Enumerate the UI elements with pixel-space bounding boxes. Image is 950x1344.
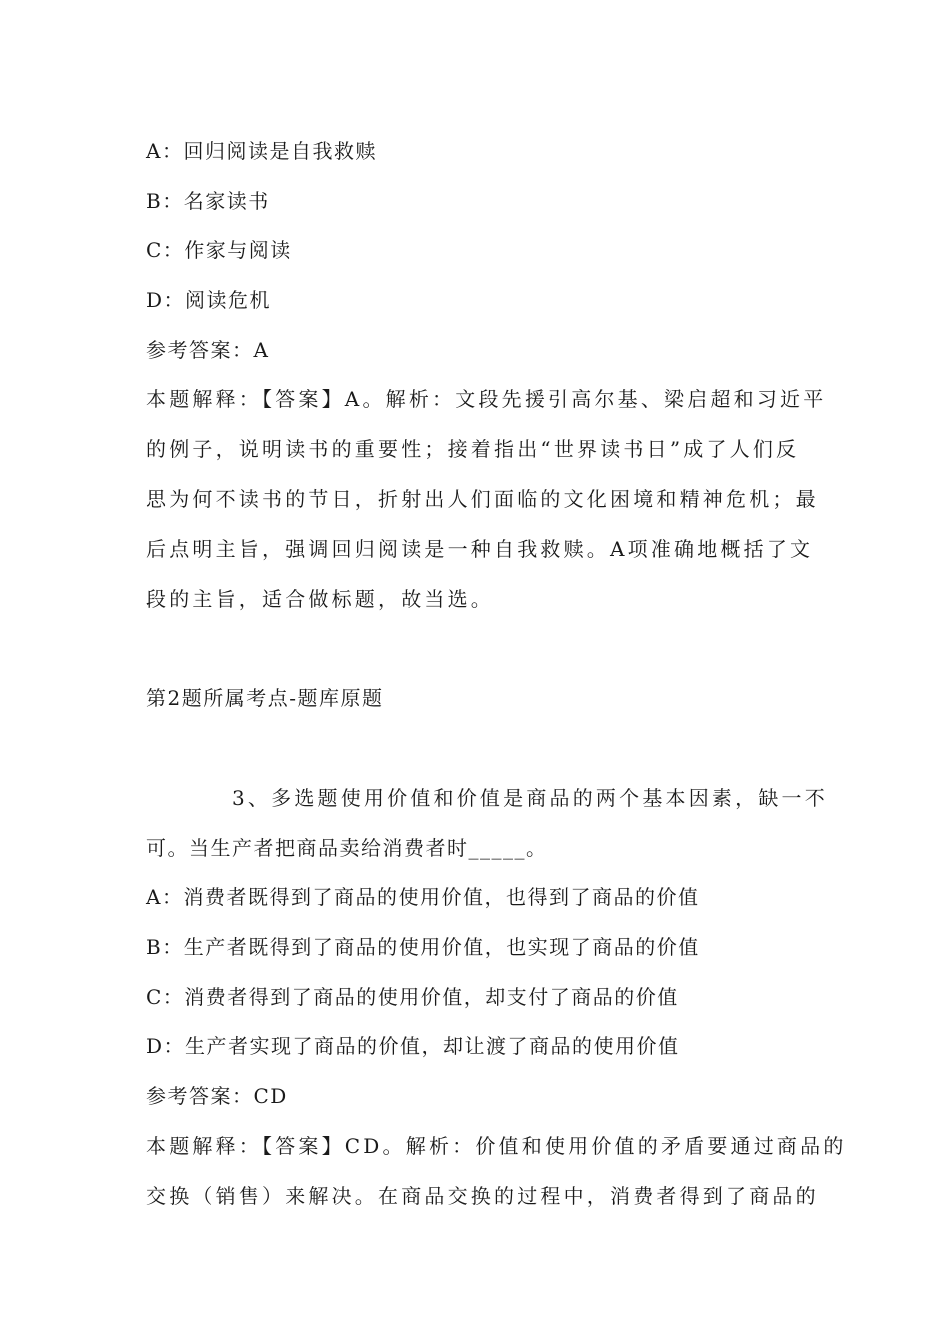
q1-answer: 参考答案：A: [146, 338, 270, 362]
q3-answer: 参考答案：CD: [146, 1084, 288, 1108]
q1-explanation-line: 后点明主旨，强调回归阅读是一种自我救赎。A项准确地概括了文: [146, 537, 814, 561]
q1-option-d: D：阅读危机: [146, 288, 272, 312]
q3-explanation-line: 交换（销售）来解决。在商品交换的过程中，消费者得到了商品的: [146, 1184, 819, 1208]
section-label: 第2题所属考点-题库原题: [146, 686, 384, 710]
q1-explanation-line: 段的主旨，适合做标题，故当选。: [146, 587, 494, 611]
q3-option-d: D：生产者实现了商品的价值，却让渡了商品的使用价值: [146, 1034, 680, 1058]
q1-option-c: C：作家与阅读: [146, 238, 292, 262]
q3-option-b: B：生产者既得到了商品的使用价值，也实现了商品的价值: [146, 935, 700, 959]
q1-option-a: A：回归阅读是自我救赎: [146, 139, 377, 163]
q1-explanation-line: 思为何不读书的节日，折射出人们面临的文化困境和精神危机；最: [146, 487, 819, 511]
q3-explanation-line: 本题解释：【答案】CD。解析：价值和使用价值的矛盾要通过商品的: [146, 1134, 847, 1158]
q1-explanation-line: 本题解释：【答案】A。解析：文段先援引高尔基、梁启超和习近平: [146, 387, 827, 411]
q1-explanation-line: 的例子，说明读书的重要性；接着指出“世界读书日”成了人们反: [146, 437, 800, 461]
q3-stem-line: 可。当生产者把商品卖给消费者时_____。: [146, 836, 548, 860]
q3-option-c: C：消费者得到了商品的使用价值，却支付了商品的价值: [146, 985, 679, 1009]
q3-option-a: A：消费者既得到了商品的使用价值，也得到了商品的价值: [146, 885, 700, 909]
q1-option-b: B：名家读书: [146, 189, 270, 213]
q3-stem-line: 3、多选题使用价值和价值是商品的两个基本因素，缺一不: [232, 786, 828, 810]
